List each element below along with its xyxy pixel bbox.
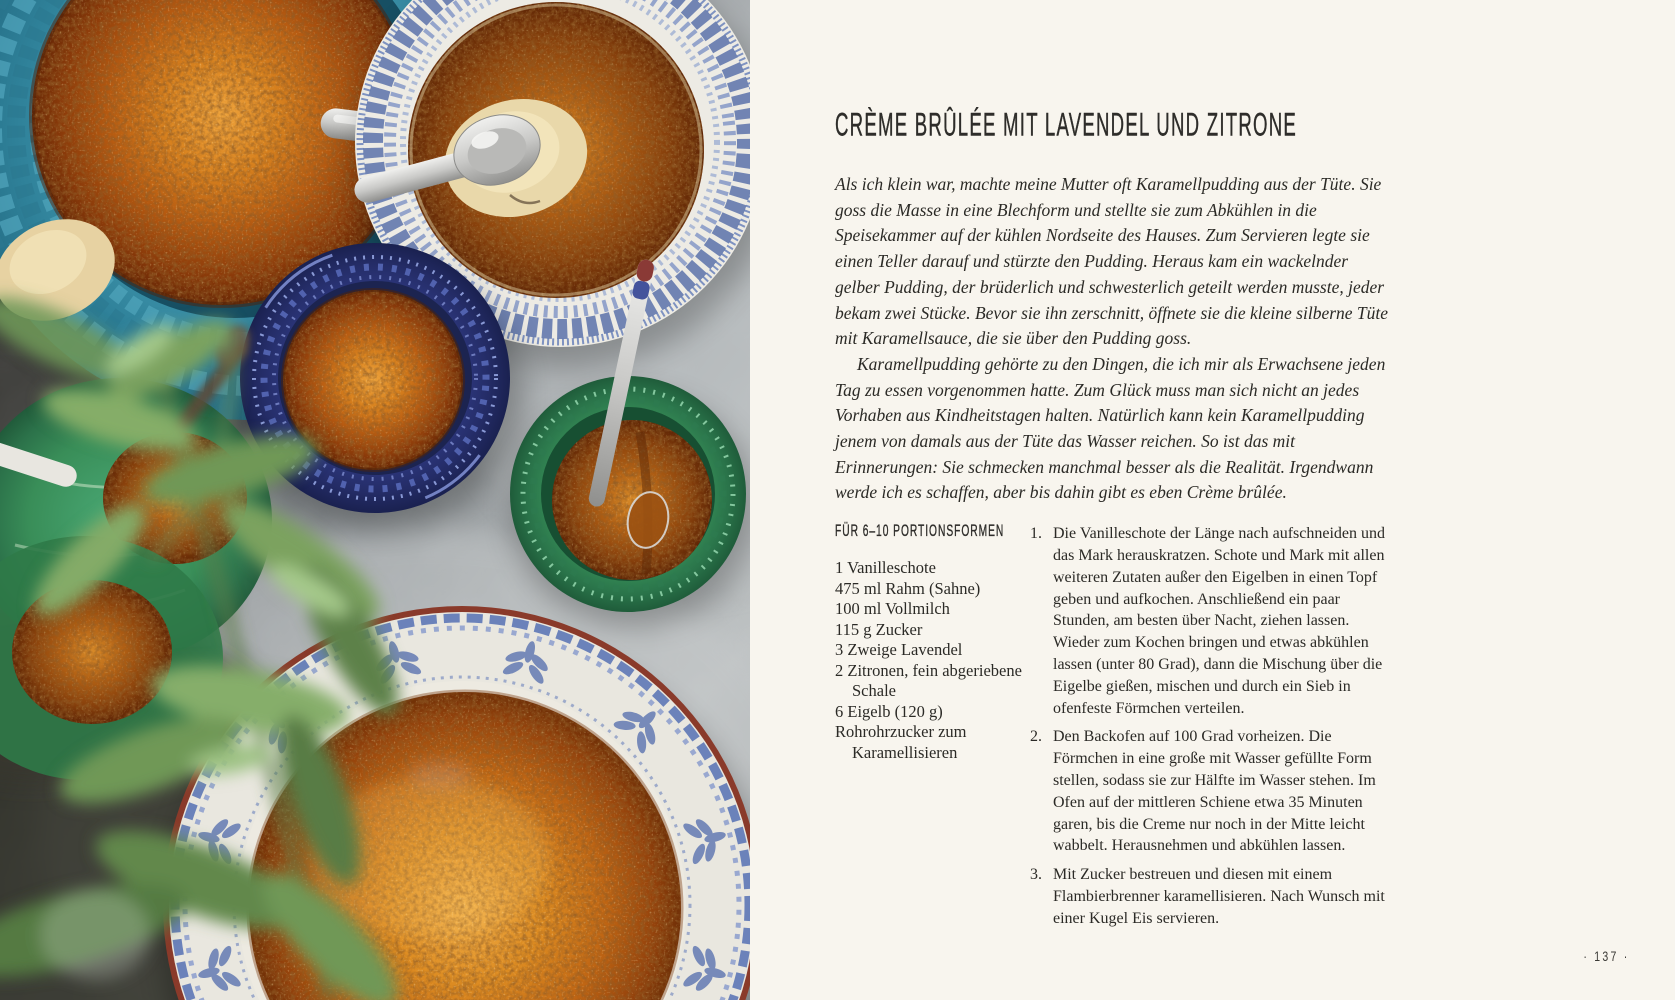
ingredients-column [835, 523, 1030, 936]
recipe-page [750, 0, 1675, 1000]
ingredients-list [835, 558, 1030, 763]
step-number: 1. [1030, 525, 1042, 543]
food-photo-illustration [0, 0, 750, 1000]
ingredient-item: 475 ml Rahm (Sahne) [835, 578, 981, 598]
page-title [835, 107, 1580, 144]
step-item [1030, 523, 1395, 719]
intro-paragraph: Karamellpudding gehörte zu den Dingen, die ich mir als Erwachsene jeden Tag zu essen vorgenommen hatte. Zum Glück muss man sich nicht an jedes Vorhaben aus Kindheitstagen halten. Natürlich kann kein Karamellpudding jenem von damals aus der Tüte das Wasser reichen. So ist das mit Erinnerungen: Sie schmecken manchmal besser als die Realität. Irgendwann werde ich es schaffen, aber bis dahin gibt es eben Crème brûlée. [835, 353, 1386, 503]
step-number: 3. [1030, 866, 1042, 884]
step-text: Mit Zucker bestreuen und diesen mit einem Flambierbrenner karamellisieren. Nach Wunsch mit einer Kugel Eis servieren. [1053, 866, 1385, 927]
step-item [1030, 864, 1395, 929]
steps-column [1030, 523, 1395, 936]
step-text: Die Vanilleschote der Länge nach aufschneiden und das Mark herauskratzen. Schote und Mark mit allen weiteren Zutaten außer den Eigelben in einen Topf geben und aufkochen. Anschließend ein paar Stunden, am besten über Nacht, ziehen lassen. Wieder zum Kochen bringen und etwas abkühlen lassen (unter 80 Grad), dann die Mischung über die Eigelbe gießen, mischen und durch ein Sieb in ofenfeste Förmchen verteilen. [1053, 525, 1386, 717]
recipe-title-text: CRÈME BRÛLÉE MIT LAVENDEL UND ZITRONE [835, 107, 1298, 144]
recipe-intro [835, 172, 1397, 506]
step-item [1030, 726, 1395, 857]
intro-paragraph: Als ich klein war, machte meine Mutter oft Karamellpudding aus der Tüte. Sie goss die Masse in eine Blechform und stellte sie zum Abkühlen in die Speisekammer auf der kühlen Nordseite des Hauses. Zum Servieren legte sie einen Teller darauf und stürzte den Pudding. Heraus kam ein wackelnder gelber Pudding, der brüderlich und schwesterlich geteilt werden musste, jeder bekam zwei Stücke. Bevor sie ihn zerschnitt, öffnete sie die kleine silberne Tüte mit Karamellsauce, die sie über den Pudding goss. [835, 174, 1389, 349]
step-number: 2. [1030, 728, 1042, 746]
ingredient-item: 1 Vanilleschote [835, 558, 936, 578]
recipe-columns [835, 523, 1580, 936]
ingredient-item: 100 ml Vollmilch [835, 599, 950, 619]
ingredient-item: Rohrohrzucker zum Karamellisieren [835, 722, 967, 762]
page-number: · 137 · [1583, 948, 1630, 964]
ingredient-item: 3 Zweige Lavendel [835, 640, 963, 660]
ingredients-heading: FÜR 6–10 PORTIONSFORMEN [835, 522, 1005, 541]
ingredient-item: 6 Eigelb (120 g) [835, 701, 943, 721]
ingredient-item: 2 Zitronen, fein abgeriebene Schale [835, 660, 1022, 701]
ingredient-item: 115 g Zucker [835, 619, 923, 639]
step-text: Den Backofen auf 100 Grad vorheizen. Die Förmchen in eine große mit Wasser gefüllte Form stellen, sodass sie zur Hälfte im Wasser stehen. Im Ofen auf der mittleren Schiene etwa 35 Minuten garen, bis die Creme nur noch in der Mitte leicht wabbelt. Herausnehmen und abkühlen lassen. [1053, 728, 1376, 855]
food-photo [0, 0, 750, 1000]
